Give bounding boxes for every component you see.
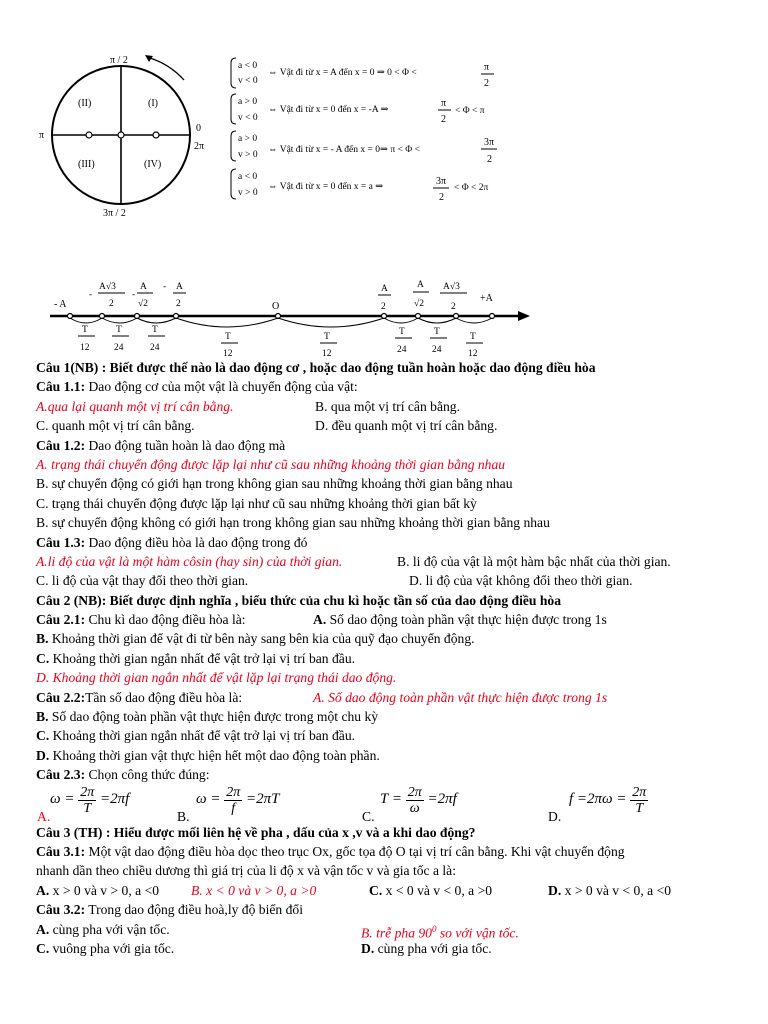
section-1-heading: Câu 1(NB) : Biết được thế nào là dao động cơ , hoặc dao động tuần hoàn hoặc dao động điều hòa	[36, 360, 596, 375]
svg-text:T: T	[225, 332, 231, 342]
answer-2-1-d: D. Khoảng thời gian ngắn nhất để vật lặp lại trạng thái dao động.	[36, 670, 397, 686]
svg-text:T: T	[470, 332, 476, 342]
svg-text:v > 0: v > 0	[238, 188, 258, 198]
question-2-1: Câu 2.1: Chu kì dao động điều hòa là: A. Số dao động toàn phần vật thực hiện được trong 1s	[36, 612, 607, 628]
svg-text:24: 24	[114, 343, 124, 353]
condition-row-2	[231, 94, 485, 125]
answers-1-3-ab	[36, 552, 756, 571]
label-pi-half: π / 2	[110, 55, 128, 66]
answer-1-1-d: D. đều quanh một vị trí cân bằng.	[315, 418, 498, 434]
answer-1-3-b: B. li độ của vật là một hàm bậc nhất của thời gian.	[397, 553, 671, 569]
label-origin: O	[272, 301, 280, 312]
answer-3-1-b: B. x < 0 và v > 0, a >0	[191, 882, 317, 898]
svg-text:< Φ < 2π: < Φ < 2π	[454, 183, 489, 193]
condition-row-3	[231, 131, 497, 165]
svg-text:⇔ Vật đi từ x = - A đến x = 0: ⇔ Vật đi từ x = - A đến x = 0⇒ π < Φ <	[268, 145, 420, 155]
axis-time-labels	[78, 325, 483, 359]
answer-3-1-a: A. x > 0 và v > 0, a <0	[36, 882, 160, 898]
position-axis	[50, 280, 530, 359]
answers-3-2-cd	[36, 939, 756, 958]
svg-text:⇔ Vật đi từ x = 0 đến x = -A: ⇔ Vật đi từ x = 0 đến x = -A ⇒	[268, 105, 389, 115]
svg-text:v < 0: v < 0	[238, 113, 258, 123]
answer-1-2-c: C. trạng thái chuyển động được lặp lại như cũ sau những khoảng thời gian bất kỳ	[36, 495, 477, 511]
svg-text:A√3: A√3	[99, 282, 116, 292]
answer-3-2-a: A. cùng pha với vận tốc.	[36, 921, 170, 937]
svg-text:T: T	[116, 325, 122, 335]
question-1-3: Câu 1.3: Dao động điều hòa là dao động trong đó	[36, 534, 308, 550]
svg-text:a < 0: a < 0	[238, 172, 258, 182]
label-plus-a: +A	[480, 293, 493, 304]
quadrant-4: (IV)	[144, 159, 162, 170]
question-1-2: Câu 1.2: Dao động tuần hoàn là dao động mà	[36, 437, 286, 453]
svg-text:A: A	[140, 282, 147, 292]
question-3-1-line-2: nhanh dần theo chiều dương thì giá trị của li độ x và vận tốc v và gia tốc a là:	[36, 863, 456, 879]
svg-text:π: π	[441, 98, 447, 109]
answer-1-1-c: C. quanh một vị trí cân bằng.	[36, 418, 195, 434]
svg-text:2: 2	[176, 299, 181, 309]
svg-text:T: T	[152, 325, 158, 335]
svg-text:24: 24	[397, 345, 407, 355]
answer-2-1-b: B. Khoảng thời gian để vật đi từ bên này sang bên kia của quỹ đạo chuyển động.	[36, 631, 475, 647]
answers-3-1	[36, 881, 756, 900]
svg-text:A√3: A√3	[443, 282, 460, 292]
svg-text:2: 2	[441, 114, 446, 125]
svg-text:12: 12	[322, 349, 332, 359]
answer-1-2-a: A. trạng thái chuyển động được lặp lại như cũ sau những khoảng thời gian bằng nhau	[36, 456, 506, 472]
svg-text:a > 0: a > 0	[238, 97, 258, 107]
answers-1-1-cd	[36, 416, 756, 435]
svg-text:a < 0: a < 0	[238, 61, 258, 71]
answer-2-1-c: C. Khoảng thời gian ngắn nhất để vật trở lại vị trí ban đầu.	[36, 650, 356, 666]
svg-text:24: 24	[150, 343, 160, 353]
figure-area	[0, 0, 768, 360]
svg-text:2: 2	[381, 302, 386, 312]
svg-text:24: 24	[432, 345, 442, 355]
formula-options	[36, 785, 756, 823]
answer-3-2-b: B. trễ pha $90^0$ so với vận tốc.	[361, 923, 519, 941]
svg-text:-: -	[89, 290, 93, 300]
answers-3-2-ab	[36, 920, 756, 939]
answer-1-2-d: B. sự chuyển động không có giới hạn trong không gian sau những khoảng thời gian bằng nhau	[36, 515, 550, 531]
formula-c: C. T = $\frac{2\pi}{\omega}$ =2πf	[362, 784, 457, 824]
conditions-table	[231, 58, 497, 203]
svg-text:< Φ < π: < Φ < π	[455, 106, 485, 116]
svg-text:3π: 3π	[436, 176, 447, 187]
answer-2-1-a: Số dao động toàn phần vật thực hiện được trong 1s	[326, 612, 607, 628]
answer-2-2-a: A. Số dao động toàn phần vật thực hiện được trong 1s	[313, 689, 608, 705]
answer-2-2-c: C. Khoảng thời gian ngắn nhất để vật trở lại vị trí ban đầu.	[36, 728, 356, 744]
section-2-heading: Câu 2 (NB): Biết được định nghĩa , biểu thức của chu kì hoặc tần số của dao động điều hòa	[36, 592, 562, 608]
answer-1-3-a: A.li độ của vật là một hàm côsin (hay sin) của thời gian.	[36, 553, 343, 569]
rotation-arrow	[150, 58, 184, 80]
formula-d: D. f =2πω = $\frac{2\pi}{T}$	[548, 784, 647, 824]
answer-1-1-a: A.qua lại quanh một vị trí cân bằng.	[36, 398, 234, 414]
answer-3-1-c: C. x < 0 và v < 0, a >0	[369, 882, 493, 898]
condition-row-4	[231, 169, 489, 203]
label-pi: π	[39, 130, 45, 141]
quadrant-3: (III)	[78, 159, 95, 170]
svg-text:A: A	[176, 282, 183, 292]
question-3-2: Câu 3.2: Trong dao động điều hoà,ly độ biến đổi	[36, 902, 303, 918]
phase-circle	[39, 55, 204, 219]
svg-text:⇔ Vật đi từ x = A đến x = 0: ⇔ Vật đi từ x = A đến x = 0 ⇒ 0 < Φ <	[268, 68, 417, 78]
svg-text:√2: √2	[414, 299, 424, 309]
question-2-3: Câu 2.3: Chọn công thức đúng:	[36, 767, 210, 783]
label-zero: 0	[196, 123, 201, 134]
svg-text:12: 12	[80, 343, 90, 353]
question-1-1: Câu 1.1: Dao động cơ của một vật là chuyển động của vật:	[36, 379, 358, 395]
svg-text:12: 12	[468, 349, 478, 359]
svg-text:T: T	[324, 332, 330, 342]
svg-text:2: 2	[484, 78, 489, 89]
svg-text:π: π	[484, 62, 490, 73]
formula-a: A. ω = $\frac{2\pi}{T}$ =2πf	[37, 784, 130, 824]
svg-text:2: 2	[439, 192, 444, 203]
svg-text:-: -	[132, 290, 136, 300]
answer-3-2-d: D. cùng pha với gia tốc.	[361, 940, 492, 956]
answer-2-2-b: B. Số dao động toàn phần vật thực hiện được trong một chu kỳ	[36, 709, 379, 725]
quadrant-1: (I)	[148, 98, 158, 109]
answer-1-3-c: C. li độ của vật thay đổi theo thời gian.	[36, 573, 249, 589]
question-3-1-line-1: Câu 3.1: Một vật dao động điều hòa dọc theo trục Ox, gốc tọa độ O tại vị trí cân bằng. Khi vật chuyển động	[36, 843, 625, 859]
svg-text:T: T	[399, 327, 405, 337]
answers-1-3-cd	[36, 571, 756, 590]
svg-text:2: 2	[451, 302, 456, 312]
label-3pi-half: 3π / 2	[103, 208, 126, 219]
quadrant-2: (II)	[78, 98, 92, 109]
label-2pi: 2π	[194, 141, 205, 152]
axis-arcs	[70, 318, 492, 327]
svg-text:A: A	[381, 284, 388, 294]
svg-text:v < 0: v < 0	[238, 76, 258, 86]
condition-row-1	[231, 58, 494, 89]
svg-text:T: T	[434, 327, 440, 337]
formula-b: B. ω = $\frac{2\pi}{f}$ =2πT	[177, 784, 280, 824]
answer-2-2-d: D. Khoảng thời gian vật thực hiện hết một dao động toàn phần.	[36, 747, 380, 763]
svg-text:T: T	[82, 325, 88, 335]
section-3-heading: Câu 3 (TH) : Hiểu được mối liên hệ về pha , dấu của x ,v và a khi dao động?	[36, 824, 476, 840]
answer-1-2-b: B. sự chuyển động có giới hạn trong không gian sau những khoảng thời gian bằng nhau	[36, 476, 513, 492]
svg-text:2: 2	[487, 154, 492, 165]
label-minus-a: - A	[54, 299, 67, 310]
svg-text:12: 12	[223, 349, 233, 359]
svg-text:A: A	[417, 280, 424, 290]
svg-text:√2: √2	[138, 299, 148, 309]
svg-text:2: 2	[109, 299, 114, 309]
svg-text:-: -	[163, 282, 167, 292]
answer-3-1-d: D. x > 0 và v < 0, a <0	[548, 882, 672, 898]
svg-text:v > 0: v > 0	[238, 150, 258, 160]
answer-1-1-b: B. qua một vị trí cân bằng.	[315, 398, 460, 414]
svg-text:3π: 3π	[484, 137, 495, 148]
svg-text:a > 0: a > 0	[238, 134, 258, 144]
answer-3-2-c: C. vuông pha với gia tốc.	[36, 940, 175, 956]
answer-1-3-d: D. li độ của vật không đổi theo thời gian.	[409, 573, 633, 589]
answers-1-1-ab	[36, 397, 756, 416]
question-list	[36, 358, 756, 958]
question-2-2: Câu 2.2:Tần số dao động điều hòa là: A. Số dao động toàn phần vật thực hiện được trong 1s	[36, 688, 756, 707]
svg-text:⇔ Vật đi từ x = 0 đến x = a: ⇔ Vật đi từ x = 0 đến x = a ⇒	[268, 182, 384, 192]
